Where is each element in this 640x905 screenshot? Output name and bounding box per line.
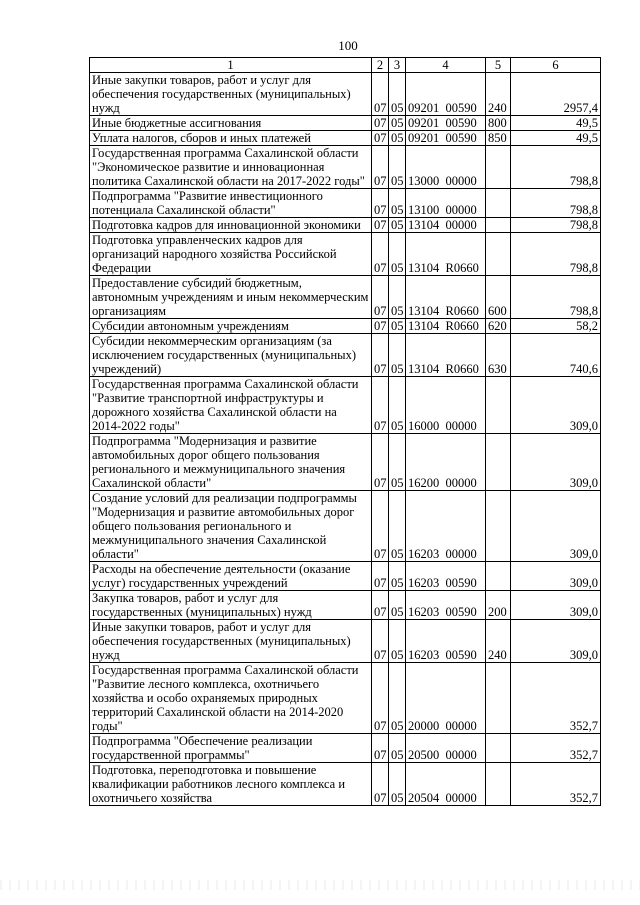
row-name: Подготовка, переподготовка и повышение квалификации работников лесного комплекса и охотничьего хозяйства: [90, 763, 372, 806]
header-row: [90, 58, 601, 73]
row-section: 07: [372, 189, 389, 218]
row-name: Расходы на обеспечение деятельности (оказание услуг) государственных учреждений: [90, 562, 372, 591]
row-subsection: 05: [389, 763, 406, 806]
row-expense-type: [486, 434, 511, 491]
row-section: 07: [372, 233, 389, 276]
table-row: [90, 620, 601, 663]
row-name: Создание условий для реализации подпрограммы "Модернизация и развитие автомобильных дорог общего пользования регионального и межмуниципального значения Сахалинской области": [90, 491, 372, 562]
row-name: Государственная программа Сахалинской области "Развитие транспортной инфраструктуры и дорожного хозяйства Сахалинской области на 2014-2022 годы": [90, 377, 372, 434]
table-row: [90, 663, 601, 734]
table-row: [90, 434, 601, 491]
row-subsection: 05: [389, 334, 406, 377]
table-row: [90, 131, 601, 146]
table-body: [90, 73, 601, 806]
row-expense-type: 600: [486, 276, 511, 319]
row-amount: 352,7: [511, 763, 601, 806]
row-subsection: 05: [389, 189, 406, 218]
row-target-article: 20000 00000: [406, 663, 486, 734]
row-target-article: 13104 00000: [406, 218, 486, 233]
row-subsection: 05: [389, 620, 406, 663]
row-subsection: 05: [389, 276, 406, 319]
row-expense-type: 800: [486, 116, 511, 131]
row-expense-type: [486, 218, 511, 233]
row-subsection: 05: [389, 131, 406, 146]
table-row: [90, 491, 601, 562]
row-amount: 798,8: [511, 233, 601, 276]
row-amount: 49,5: [511, 131, 601, 146]
row-section: 07: [372, 763, 389, 806]
row-name: Подготовка кадров для инновационной экономики: [90, 218, 372, 233]
row-amount: 309,0: [511, 562, 601, 591]
row-section: 07: [372, 73, 389, 116]
row-target-article: 16200 00000: [406, 434, 486, 491]
row-target-article: 13100 00000: [406, 189, 486, 218]
row-section: 07: [372, 146, 389, 189]
row-section: 07: [372, 562, 389, 591]
row-amount: 309,0: [511, 434, 601, 491]
row-subsection: 05: [389, 146, 406, 189]
table-row: [90, 377, 601, 434]
row-section: 07: [372, 319, 389, 334]
row-amount: 740,6: [511, 334, 601, 377]
row-target-article: 16203 00590: [406, 562, 486, 591]
table-row: [90, 116, 601, 131]
header-col-1: 1: [90, 58, 372, 73]
row-name: Субсидии некоммерческим организациям (за исключением государственных (муниципальных) учреждений): [90, 334, 372, 377]
row-section: 07: [372, 334, 389, 377]
row-target-article: 20500 00000: [406, 734, 486, 763]
row-target-article: 13104 R0660: [406, 334, 486, 377]
row-amount: 798,8: [511, 146, 601, 189]
row-section: 07: [372, 276, 389, 319]
row-expense-type: [486, 562, 511, 591]
row-expense-type: 620: [486, 319, 511, 334]
row-name: Иные закупки товаров, работ и услуг для обеспечения государственных (муниципальных) нужд: [90, 620, 372, 663]
table-row: [90, 334, 601, 377]
row-section: 07: [372, 434, 389, 491]
table-row: [90, 218, 601, 233]
row-subsection: 05: [389, 591, 406, 620]
row-target-article: 16203 00590: [406, 620, 486, 663]
row-target-article: 09201 00590: [406, 116, 486, 131]
row-expense-type: [486, 734, 511, 763]
row-expense-type: [486, 491, 511, 562]
table-row: [90, 189, 601, 218]
header-col-5: 5: [486, 58, 511, 73]
row-name: Подпрограмма "Развитие инвестиционного потенциала Сахалинской области": [90, 189, 372, 218]
row-amount: 49,5: [511, 116, 601, 131]
row-expense-type: [486, 377, 511, 434]
row-expense-type: 240: [486, 73, 511, 116]
row-expense-type: [486, 763, 511, 806]
row-section: 07: [372, 591, 389, 620]
row-section: 07: [372, 663, 389, 734]
row-target-article: 09201 00590: [406, 73, 486, 116]
row-amount: 309,0: [511, 377, 601, 434]
row-name: Подпрограмма "Обеспечение реализации государственной программы": [90, 734, 372, 763]
row-subsection: 05: [389, 434, 406, 491]
row-amount: 309,0: [511, 620, 601, 663]
scan-noise: [0, 880, 640, 890]
row-amount: 352,7: [511, 663, 601, 734]
row-name: Субсидии автономным учреждениям: [90, 319, 372, 334]
row-subsection: 05: [389, 663, 406, 734]
header-col-3: 3: [389, 58, 406, 73]
row-name: Государственная программа Сахалинской области "Развитие лесного комплекса, охотничьего хозяйства и особо охраняемых природных территорий Сахалинской области на 2014-2020 годы": [90, 663, 372, 734]
row-target-article: 16203 00590: [406, 591, 486, 620]
row-amount: 798,8: [511, 189, 601, 218]
row-subsection: 05: [389, 233, 406, 276]
row-amount: 798,8: [511, 276, 601, 319]
table-row: [90, 146, 601, 189]
row-amount: 798,8: [511, 218, 601, 233]
row-expense-type: [486, 146, 511, 189]
row-section: 07: [372, 116, 389, 131]
row-target-article: 16203 00000: [406, 491, 486, 562]
row-amount: 58,2: [511, 319, 601, 334]
row-subsection: 05: [389, 116, 406, 131]
row-subsection: 05: [389, 319, 406, 334]
budget-table: [89, 57, 601, 806]
row-expense-type: [486, 189, 511, 218]
row-section: 07: [372, 377, 389, 434]
row-target-article: 13104 R0660: [406, 319, 486, 334]
row-expense-type: 850: [486, 131, 511, 146]
row-subsection: 05: [389, 73, 406, 116]
row-target-article: 16000 00000: [406, 377, 486, 434]
row-target-article: 13104 R0660: [406, 276, 486, 319]
row-target-article: 20504 00000: [406, 763, 486, 806]
row-amount: 309,0: [511, 591, 601, 620]
table-row: [90, 562, 601, 591]
table-row: [90, 233, 601, 276]
row-name: Государственная программа Сахалинской области "Экономическое развитие и инновационная политика Сахалинской области на 2017-2022 годы": [90, 146, 372, 189]
row-name: Иные закупки товаров, работ и услуг для обеспечения государственных (муниципальных) нужд: [90, 73, 372, 116]
row-name: Предоставление субсидий бюджетным, автономным учреждениям и иным некоммерческим организациям: [90, 276, 372, 319]
header-col-4: 4: [406, 58, 486, 73]
row-subsection: 05: [389, 491, 406, 562]
row-subsection: 05: [389, 377, 406, 434]
row-target-article: 09201 00590: [406, 131, 486, 146]
row-expense-type: [486, 233, 511, 276]
row-section: 07: [372, 734, 389, 763]
row-section: 07: [372, 131, 389, 146]
row-section: 07: [372, 218, 389, 233]
row-target-article: 13104 R0660: [406, 233, 486, 276]
header-col-6: 6: [511, 58, 601, 73]
row-subsection: 05: [389, 562, 406, 591]
row-amount: 309,0: [511, 491, 601, 562]
row-name: Подпрограмма "Модернизация и развитие автомобильных дорог общего пользования регионального и межмуниципального значения Сахалинской области": [90, 434, 372, 491]
table-row: [90, 276, 601, 319]
row-expense-type: [486, 663, 511, 734]
table-row: [90, 763, 601, 806]
table-row: [90, 319, 601, 334]
row-expense-type: 240: [486, 620, 511, 663]
row-expense-type: 630: [486, 334, 511, 377]
table-row: [90, 591, 601, 620]
row-expense-type: 200: [486, 591, 511, 620]
row-name: Уплата налогов, сборов и иных платежей: [90, 131, 372, 146]
row-amount: 2957,4: [511, 73, 601, 116]
row-amount: 352,7: [511, 734, 601, 763]
row-section: 07: [372, 491, 389, 562]
row-name: Закупка товаров, работ и услуг для государственных (муниципальных) нужд: [90, 591, 372, 620]
header-col-2: 2: [372, 58, 389, 73]
row-target-article: 13000 00000: [406, 146, 486, 189]
row-section: 07: [372, 620, 389, 663]
row-subsection: 05: [389, 218, 406, 233]
table-row: [90, 73, 601, 116]
table-row: [90, 734, 601, 763]
row-subsection: 05: [389, 734, 406, 763]
page-number: 100: [338, 38, 358, 53]
row-name: Иные бюджетные ассигнования: [90, 116, 372, 131]
row-name: Подготовка управленческих кадров для организаций народного хозяйства Российской Федерации: [90, 233, 372, 276]
